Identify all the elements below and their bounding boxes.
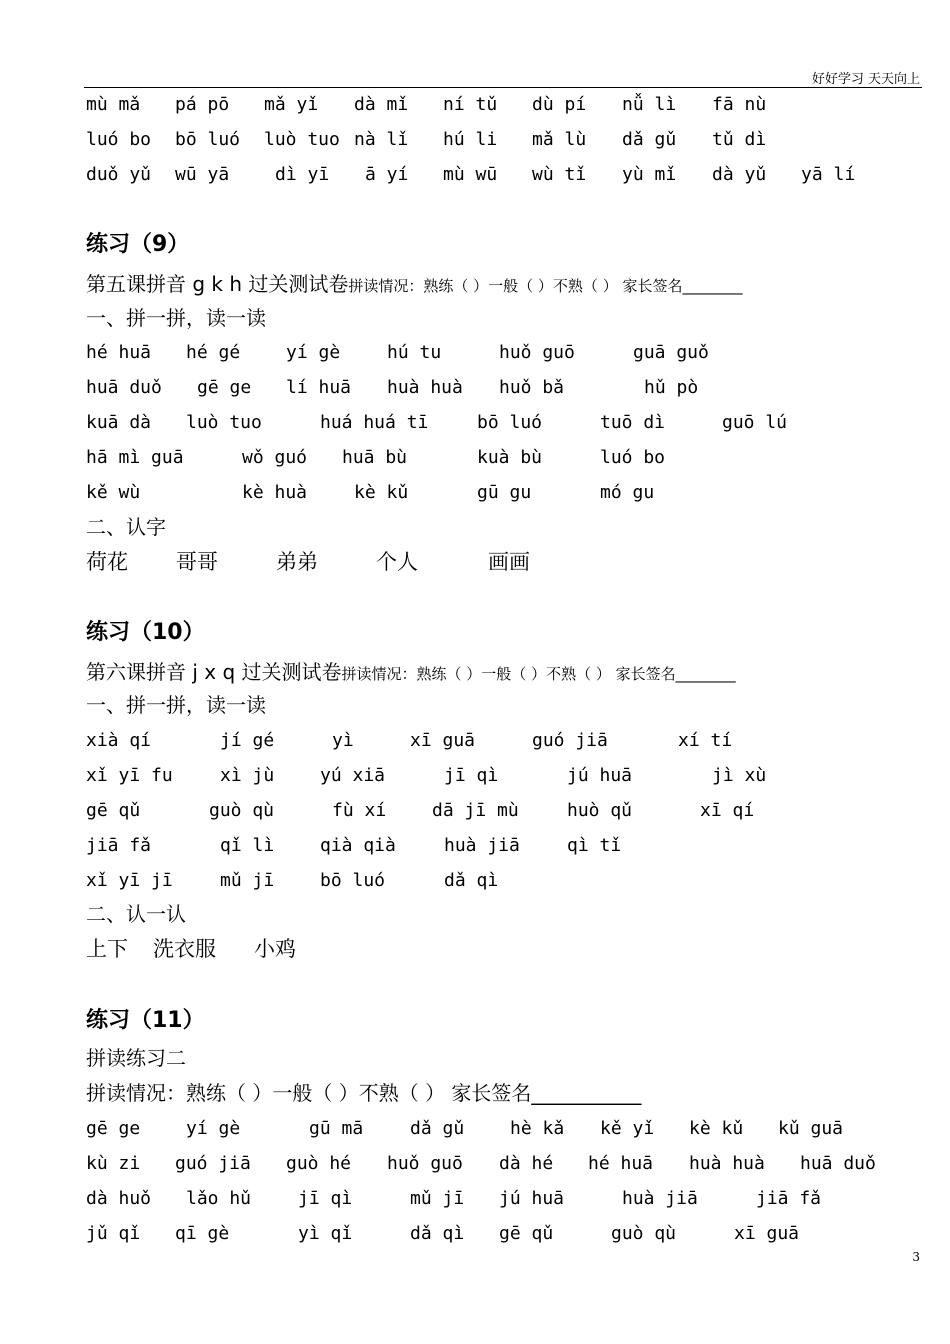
exercise-10-status: 拼读情况：熟练（ ）一般（ ）不熟（ ） 家长签名________ xyxy=(341,665,736,683)
chinese-word: 洗衣服 xyxy=(153,937,216,961)
pinyin-word: kù zi xyxy=(86,1153,141,1174)
pinyin-word: mù wū xyxy=(443,164,498,185)
chinese-word: 个人 xyxy=(376,550,418,574)
pinyin-word: huǒ bǎ xyxy=(499,377,565,398)
pinyin-word: bō luó xyxy=(175,129,241,150)
exercise-10-subtitle-main: 第六课拼音 j x q 过关测试卷 xyxy=(86,660,342,684)
pinyin-word: guā guǒ xyxy=(633,342,709,363)
pinyin-word: jī qì xyxy=(298,1188,353,1209)
pinyin-word: huǒ guō xyxy=(499,342,575,363)
pinyin-word: luó bo xyxy=(86,129,152,150)
pinyin-word: guò qù xyxy=(209,800,275,821)
pinyin-word: kè kǔ xyxy=(354,482,409,503)
pinyin-word: tuō dì xyxy=(600,412,666,433)
exercise-9-section-1: 一、拼一拼，读一读 xyxy=(86,306,266,330)
pinyin-word: ā yí xyxy=(365,164,409,185)
pinyin-word: xī guā xyxy=(734,1223,800,1244)
chinese-word: 哥哥 xyxy=(176,550,218,574)
pinyin-word: huà huà xyxy=(689,1153,765,1174)
pinyin-word: xī qí xyxy=(700,800,755,821)
pinyin-word: fù xí xyxy=(332,800,387,821)
pinyin-word: jú huā xyxy=(499,1188,565,1209)
pinyin-word: gū mā xyxy=(309,1118,364,1139)
pinyin-word: guò hé xyxy=(286,1153,352,1174)
pinyin-word: mó gu xyxy=(600,482,655,503)
pinyin-word: yí gè xyxy=(286,342,341,363)
pinyin-word: tǔ dì xyxy=(712,129,767,150)
pinyin-word: wù tǐ xyxy=(532,164,587,185)
exercise-9-status: 拼读情况：熟练（ ）一般（ ）不熟（ ） 家长签名________ xyxy=(348,277,743,295)
pinyin-word: hé huā xyxy=(86,342,152,363)
pinyin-word: hā mì guā xyxy=(86,447,184,468)
exercise-10-title: 练习（10） xyxy=(86,620,205,645)
pinyin-word: kě yǐ xyxy=(600,1118,655,1139)
pinyin-word: kè huà xyxy=(242,482,308,503)
exercise-11-title: 练习（11） xyxy=(86,1008,205,1033)
pinyin-word: yā lí xyxy=(801,164,856,185)
chinese-word: 小鸡 xyxy=(254,937,296,961)
exercise-10-section-2: 二、认一认 xyxy=(86,902,186,926)
pinyin-word: jī qì xyxy=(444,765,499,786)
exercise-10-subtitle xyxy=(86,659,736,687)
pinyin-word: dà mǐ xyxy=(354,94,409,115)
exercise-9-subtitle xyxy=(86,271,742,299)
pinyin-word: luò tuo xyxy=(186,412,262,433)
pinyin-word: kè kǔ xyxy=(689,1118,744,1139)
pinyin-word: qià qià xyxy=(320,835,396,856)
chinese-word: 弟弟 xyxy=(276,550,318,574)
pinyin-word: huà jiā xyxy=(622,1188,698,1209)
pinyin-word: lí huā xyxy=(286,377,352,398)
pinyin-word: jì xù xyxy=(712,765,767,786)
pinyin-word: huā duǒ xyxy=(86,377,162,398)
pinyin-word: mǔ jī xyxy=(220,870,275,891)
pinyin-word: hú tu xyxy=(387,342,442,363)
pinyin-word: lǎo hǔ xyxy=(186,1188,252,1209)
pinyin-word: wǒ guó xyxy=(242,447,308,468)
pinyin-word: kě wù xyxy=(86,482,141,503)
header-motto: 好好学习 天天向上 xyxy=(811,72,920,87)
chinese-word: 画画 xyxy=(488,550,530,574)
pinyin-word: yì xyxy=(332,730,354,751)
pinyin-word: gē ge xyxy=(197,377,252,398)
pinyin-word: kuà bù xyxy=(477,447,543,468)
pinyin-word: qī gè xyxy=(175,1223,230,1244)
pinyin-word: gē qǔ xyxy=(499,1223,554,1244)
pinyin-word: luò tuo xyxy=(264,129,340,150)
pinyin-word: dà yǔ xyxy=(712,164,767,185)
pinyin-word: dì yī xyxy=(275,164,330,185)
pinyin-word: nǚ lì xyxy=(622,94,677,115)
pinyin-word: xí tí xyxy=(678,730,733,751)
pinyin-word: kǔ guā xyxy=(778,1118,844,1139)
pinyin-word: mǔ jī xyxy=(410,1188,465,1209)
exercise-9-subtitle-main: 第五课拼音 g k h 过关测试卷 xyxy=(86,272,349,296)
pinyin-word: hé gé xyxy=(186,342,241,363)
pinyin-word: yì qǐ xyxy=(298,1223,353,1244)
pinyin-word: xì jù xyxy=(220,765,275,786)
pinyin-word: mù mǎ xyxy=(86,94,141,115)
pinyin-word: gē ge xyxy=(86,1118,141,1139)
chinese-word: 荷花 xyxy=(86,550,128,574)
pinyin-word: wū yā xyxy=(175,164,230,185)
exercise-9-section-2: 二、认字 xyxy=(86,515,166,539)
pinyin-word: jú huā xyxy=(567,765,633,786)
pinyin-word: huá huá tī xyxy=(320,412,429,433)
pinyin-word: jiā fǎ xyxy=(756,1188,822,1209)
pinyin-word: duǒ yǔ xyxy=(86,164,152,185)
pinyin-word: dǎ qì xyxy=(410,1223,465,1244)
pinyin-word: dǎ qì xyxy=(444,870,499,891)
pinyin-word: bō luó xyxy=(477,412,543,433)
pinyin-word: dà hé xyxy=(499,1153,554,1174)
pinyin-word: jiā fǎ xyxy=(86,835,152,856)
pinyin-word: xià qí xyxy=(86,730,152,751)
pinyin-word: jí gé xyxy=(220,730,275,751)
pinyin-word: yù mǐ xyxy=(622,164,677,185)
pinyin-word: huā bù xyxy=(342,447,408,468)
pinyin-word: nà lǐ xyxy=(354,129,409,150)
pinyin-word: ní tǔ xyxy=(443,94,498,115)
pinyin-word: dā jī mù xyxy=(432,800,519,821)
pinyin-word: xǐ yī jī xyxy=(86,870,173,891)
pinyin-word: dà huǒ xyxy=(86,1188,152,1209)
pinyin-word: huā duǒ xyxy=(800,1153,876,1174)
pinyin-word: gū gu xyxy=(477,482,532,503)
page-number: 3 xyxy=(912,1250,920,1264)
pinyin-word: pá pō xyxy=(175,94,230,115)
pinyin-word: bō luó xyxy=(320,870,386,891)
exercise-9-title: 练习（9） xyxy=(86,232,190,257)
pinyin-word: yú xiā xyxy=(320,765,386,786)
chinese-word: 上下 xyxy=(86,937,128,961)
pinyin-word: xī guā xyxy=(410,730,476,751)
exercise-10-section-1: 一、拼一拼，读一读 xyxy=(86,693,266,717)
pinyin-word: guó jiā xyxy=(532,730,608,751)
pinyin-word: fā nù xyxy=(712,94,767,115)
header-divider xyxy=(84,87,922,88)
pinyin-word: luó bo xyxy=(600,447,666,468)
pinyin-word: mǎ lù xyxy=(532,129,587,150)
pinyin-word: huà huà xyxy=(387,377,463,398)
pinyin-word: hè kǎ xyxy=(510,1118,565,1139)
pinyin-word: qì tǐ xyxy=(567,835,622,856)
pinyin-word: dǎ gǔ xyxy=(410,1118,465,1139)
pinyin-word: mǎ yǐ xyxy=(264,94,319,115)
pinyin-word: gē qǔ xyxy=(86,800,141,821)
pinyin-word: dǎ gǔ xyxy=(622,129,677,150)
pinyin-word: huǒ guō xyxy=(387,1153,463,1174)
pinyin-word: guō lú xyxy=(722,412,788,433)
pinyin-word: hǔ pò xyxy=(644,377,699,398)
pinyin-word: jǔ qǐ xyxy=(86,1223,141,1244)
pinyin-word: hé huā xyxy=(588,1153,654,1174)
pinyin-word: dù pí xyxy=(532,94,587,115)
exercise-11-subtitle: 拼读练习二 xyxy=(86,1046,186,1070)
pinyin-word: guò qù xyxy=(611,1223,677,1244)
pinyin-word: kuā dà xyxy=(86,412,152,433)
exercise-11-status: 拼读情况：熟练（ ）一般（ ）不熟（ ） 家长签名___________ xyxy=(86,1081,642,1105)
pinyin-word: huà jiā xyxy=(444,835,520,856)
pinyin-word: huò qǔ xyxy=(567,800,633,821)
pinyin-word: qǐ lì xyxy=(220,835,275,856)
pinyin-word: xǐ yī fu xyxy=(86,765,173,786)
pinyin-word: guó jiā xyxy=(175,1153,251,1174)
pinyin-word: hú li xyxy=(443,129,498,150)
pinyin-word: yí gè xyxy=(186,1118,241,1139)
